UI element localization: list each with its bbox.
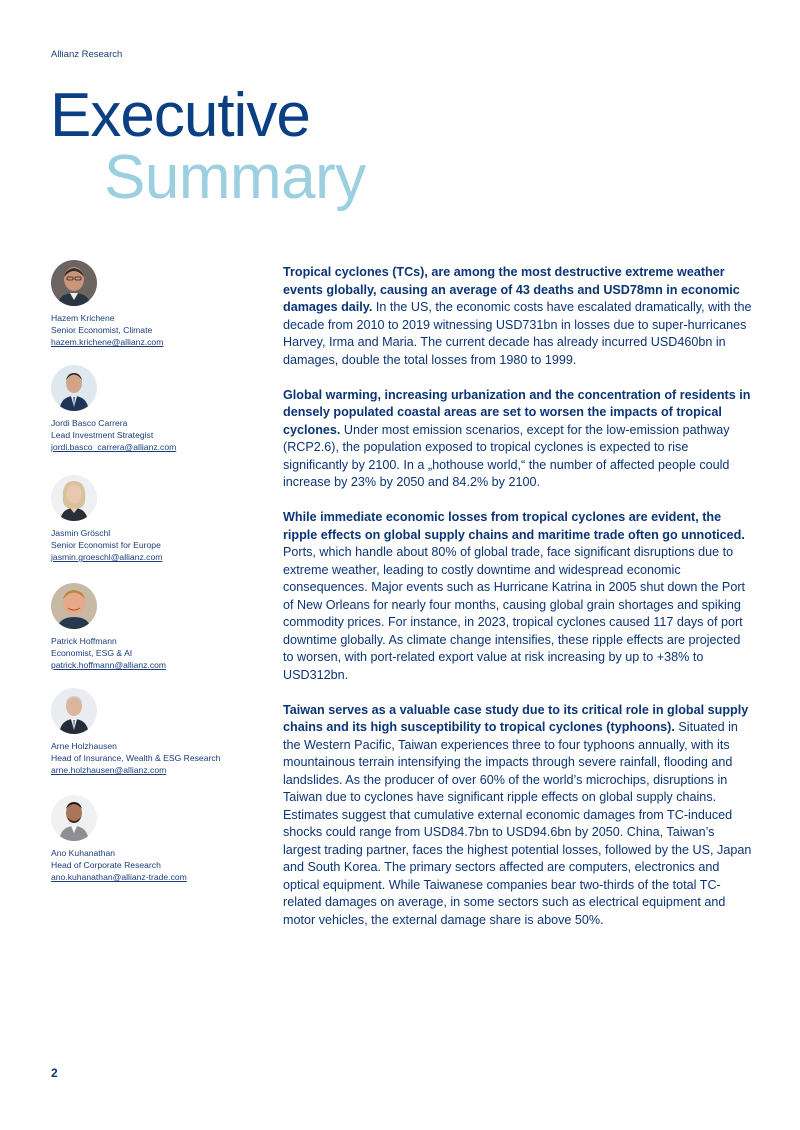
author-role: Lead Investment Strategist xyxy=(51,430,154,440)
author-name: Jasmin Gröschl xyxy=(51,528,111,538)
avatar xyxy=(51,260,97,306)
paragraph-lead: Taiwan serves as a valuable case study due to its critical role in global supply chains and its high susceptibility to tropical cyclones (typhoons). xyxy=(283,702,749,734)
avatar xyxy=(51,688,97,734)
paragraph-text: Ports, which handle about 80% of global trade, face significant disruptions due to extreme weather, leading to costly downtime and widespread economic consequences. Major events such as Hurricane Katrina in 2005 shut down the Port of New Orleans for nearly four months, causing global grain shortages and spiking commodity prices. For instance, in 2023, tropical cyclones caused 117 days of port downtime globally. As climate change intensifies, these ripple effects are projected to worsen, with port-related export value at risk increasing by up to +38% to USD312bn. xyxy=(283,545,746,682)
author-name: Ano Kuhanathan xyxy=(51,848,116,858)
page-number: 2 xyxy=(51,1066,58,1080)
author-role: Senior Economist, Climate xyxy=(51,325,153,335)
author-name: Jordi Basco Carrera xyxy=(51,418,128,428)
brand-label: Allianz Research xyxy=(51,49,123,60)
author-info xyxy=(51,527,261,563)
author-role: Head of Insurance, Wealth & ESG Research xyxy=(51,753,221,763)
author-email-link[interactable]: arne.holzhausen@allianz.com xyxy=(51,765,167,775)
author-name: Hazem Krichene xyxy=(51,313,115,323)
avatar xyxy=(51,475,97,521)
author-card xyxy=(51,475,261,563)
page-title-line1: Executive xyxy=(50,81,310,150)
author-card xyxy=(51,795,261,883)
author-card xyxy=(51,260,261,348)
author-card xyxy=(51,583,261,671)
paragraph-lead: Global warming, increasing urbanization and the concentration of residents in densely populated coastal areas are set to worsen the impacts of tropical cyclones. xyxy=(283,387,751,437)
author-card xyxy=(51,365,261,453)
author-email-link[interactable]: ano.kuhanathan@allianz-trade.com xyxy=(51,872,187,882)
paragraph-text: Under most emission scenarios, except for the low-emission pathway (RCP2.6), the population exposed to tropical cyclones is expected to rise significantly by 2100. In a „hothouse world,“ the number of affected people could increase by 23% by 2050 and 84.2% by 2100. xyxy=(283,422,730,489)
author-info xyxy=(51,635,261,671)
author-info xyxy=(51,740,261,776)
avatar xyxy=(51,365,97,411)
author-email-link[interactable]: hazem.krichene@allianz.com xyxy=(51,337,164,347)
summary-body xyxy=(283,264,753,947)
author-info xyxy=(51,312,261,348)
author-info xyxy=(51,847,261,883)
author-name: Patrick Hoffmann xyxy=(51,636,117,646)
summary-paragraph xyxy=(283,509,753,684)
author-role: Senior Economist for Europe xyxy=(51,540,161,550)
paragraph-lead: Tropical cyclones (TCs), are among the most destructive extreme weather events globally, causing an average of 43 deaths and USD78mn in economic damages daily. xyxy=(283,265,740,314)
summary-paragraph xyxy=(283,264,753,369)
paragraph-lead: While immediate economic losses from tropical cyclones are evident, the ripple effects on global supply chains and maritime trade often go unnoticed. xyxy=(283,510,745,542)
author-info xyxy=(51,417,261,453)
author-email-link[interactable]: patrick.hoffmann@allianz.com xyxy=(51,660,167,670)
author-card xyxy=(51,688,261,776)
author-email-link[interactable]: jordi.basco_carrera@allianz.com xyxy=(51,442,177,452)
paragraph-text: In the US, the economic costs have escalated dramatically, with the decade from 2010 to 2019 witnessing USD731bn in losses due to super-hurricanes Harvey, Irma and Maria. The current decade has already incurred USD460bn in damages, double the total losses from 1980 to 1999. xyxy=(283,300,752,367)
page-title-line2: Summary xyxy=(104,143,366,212)
author-role: Head of Corporate Research xyxy=(51,860,161,870)
avatar xyxy=(51,583,97,629)
summary-paragraph xyxy=(283,387,753,492)
summary-paragraph xyxy=(283,702,753,930)
avatar xyxy=(51,795,97,841)
author-email-link[interactable]: jasmin.groeschl@allianz.com xyxy=(51,552,163,562)
author-role: Economist, ESG & AI xyxy=(51,648,133,658)
author-name: Arne Holzhausen xyxy=(51,741,117,751)
paragraph-text: Situated in the Western Pacific, Taiwan experiences three to four typhoons annually, with its mountainous terrain intensifying the impacts through severe rainfall, flooding and landslides. As the producer of over 60% of the world’s microchips, disruptions in Taiwan due to cyclones have significant ripple effects on global supply chains. Estimates suggest that cumulative external economic damages from TC-induced shocks could range from USD84.7bn to USD94.6bn by 2050. China, Taiwan’s largest trading partner, faces the highest potential losses, followed by the US, Japan and South Korea. The primary sectors affected are computers, electronics and optical equipment. While Taiwanese companies bear two-thirds of the total TC-related damages on average, in some sectors such as electrical equipment and motor vehicles, the external damage share is above 50%. xyxy=(283,720,752,927)
